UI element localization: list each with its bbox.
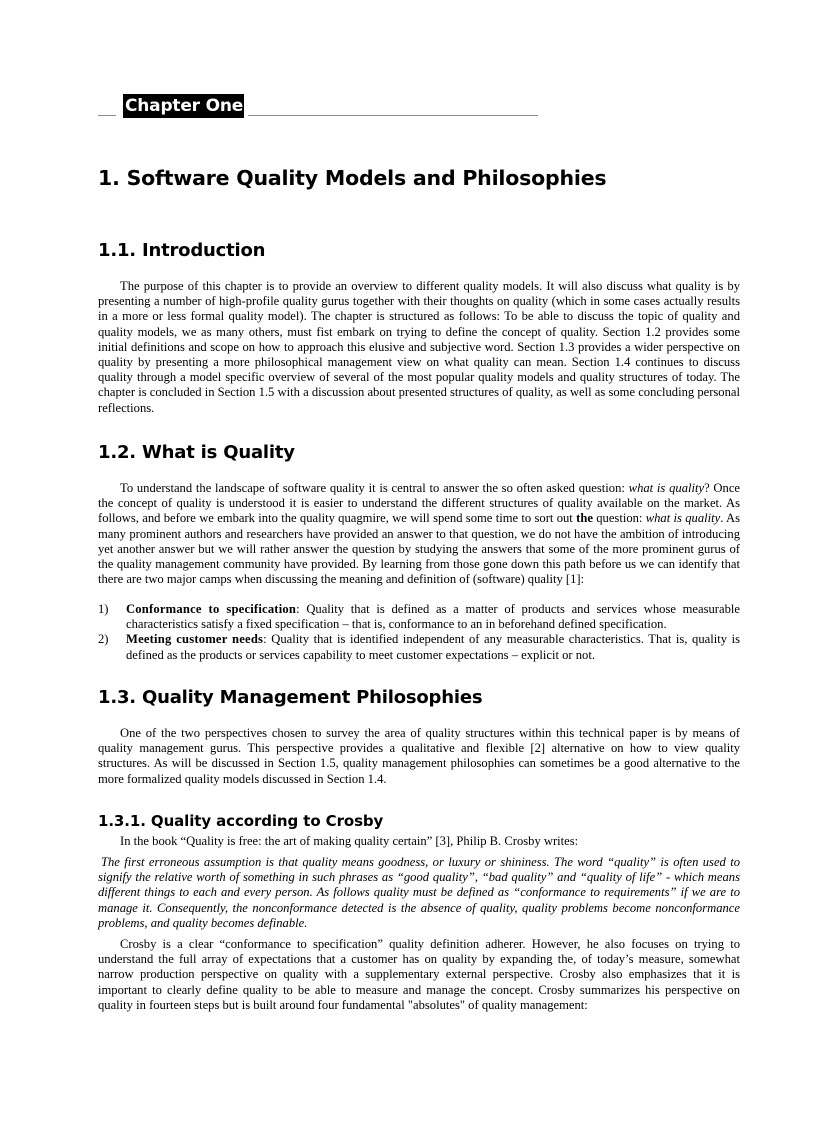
- list-item: [98, 602, 740, 632]
- chapter-banner: [98, 94, 540, 118]
- text-run: question:: [592, 511, 646, 526]
- quality-camps-list: [98, 602, 740, 663]
- introduction-paragraph: The purpose of this chapter is to provide an overview to different quality models. It will also discuss what quality is by presenting a number of high-profile quality gurus together with their thoughts on quality (which in some cases actually results in a more or less formal quality model). The chapter is structured as follows: To be able to discuss the topic of quality and quality models, we as many others, must fist embark on trying to define the concept of quality. Section 1.2 provides some initial definitions and scope on how to approach this elusive and subjective word. Section 1.3 provides a wider perspective on quality by presenting a more philosophical management view on what quality can mean. Section 1.4 continues to discuss quality through a model specific overview of several of the most popular quality models and quality structures of today. The chapter is concluded in Section 1.5 with a discussion about presented structures of quality, as well as some concluding personal reflections.: [98, 279, 740, 415]
- chapter-title: 1. Software Quality Models and Philosophies: [98, 166, 607, 190]
- list-term: Meeting customer needs: [126, 632, 264, 647]
- list-number: 2): [98, 632, 109, 647]
- chapter-label: Chapter One: [125, 96, 244, 116]
- list-text: : Quality that is defined as a matter of products and services whose measurable characteristics satisfy a fixed specification – that is, conformance to an in beforehand defined specification.: [126, 602, 740, 632]
- list-text: : Quality that is identified independent of any measurable characteristics. That is, quality is defined as the products or services capability to meet customer expectations – explicit or not.: [126, 632, 740, 662]
- philosophies-paragraph: One of the two perspectives chosen to survey the area of quality structures within this technical paper is by means of quality management gurus. This perspective provides a qualitative and flexible [2] alternative on how to view quality structures. As will be discussed in Section 1.5, quality management philosophies can sometimes be a good alternative to the more formalized quality models discussed in Section 1.4.: [98, 726, 740, 786]
- text-run: . As many prominent authors and researchers have provided an answer to that question, we do not have the ambition of introducing yet another answer but we will rather answer the question by studying the answers that some of the more prominent gurus of the quality management community have provided. By learning from those gone down this path before us we can identify that there are two major camps when discussing the meaning and definition of (software) quality [1]:: [98, 511, 740, 587]
- chapter-rule-left: [98, 115, 116, 116]
- text-run: To understand the landscape of software quality it is central to answer the so often asked question:: [120, 481, 629, 495]
- crosby-quote: The first erroneous assumption is that quality means goodness, or luxury or shininess. The word “quality” is often used to signify the relative worth of something in such phrases as “good quality”, “bad quality” and “quality of life” - which means different things to each and every person. As follows quality must be defined as “conformance to requirements” if we are to manage it. Consequently, the nonconformance detected is the absence of quality, quality problems become nonconformance problems, and quality becomes definable.: [98, 855, 740, 930]
- list-number: 1): [98, 602, 109, 616]
- what-is-quality-paragraph: [98, 481, 740, 587]
- emphasis-what-is-quality: what is quality: [628, 481, 705, 495]
- heading-quality-management-philosophies: 1.3. Quality Management Philosophies: [98, 687, 483, 708]
- crosby-discussion-paragraph: Crosby is a clear “conformance to specification” quality definition adherer. However, he also focuses on trying to understand the full array of expectations that a customer has on quality by expanding the, of today’s measure, somewhat narrow production perspective on quality with a supplementary external perspective. Crosby also emphasizes that it is important to clearly define quality to be able to measure and manage the concept. Crosby summarizes his perspective on quality in fourteen steps but is built around four fundamental "absolutes" of quality management:: [98, 937, 740, 1012]
- list-term: Conformance to specification: [126, 602, 297, 616]
- heading-introduction: 1.1. Introduction: [98, 240, 266, 261]
- chapter-rule-right: [248, 115, 538, 116]
- strong-the: the: [576, 511, 593, 526]
- emphasis-what-is-quality: what is quality: [645, 511, 721, 526]
- text-run: ? Once the concept of quality is understood it is easier to understand the different structures of quality available on the market. As follows, and before we embark into the quality quagmire, we will spend some time to sort out: [98, 481, 741, 526]
- heading-quality-according-to-crosby: 1.3.1. Quality according to Crosby: [98, 812, 384, 830]
- crosby-intro-paragraph: In the book “Quality is free: the art of making quality certain” [3], Philip B. Crosby writes:: [120, 834, 579, 848]
- heading-what-is-quality: 1.2. What is Quality: [98, 442, 295, 463]
- list-item: [98, 632, 740, 662]
